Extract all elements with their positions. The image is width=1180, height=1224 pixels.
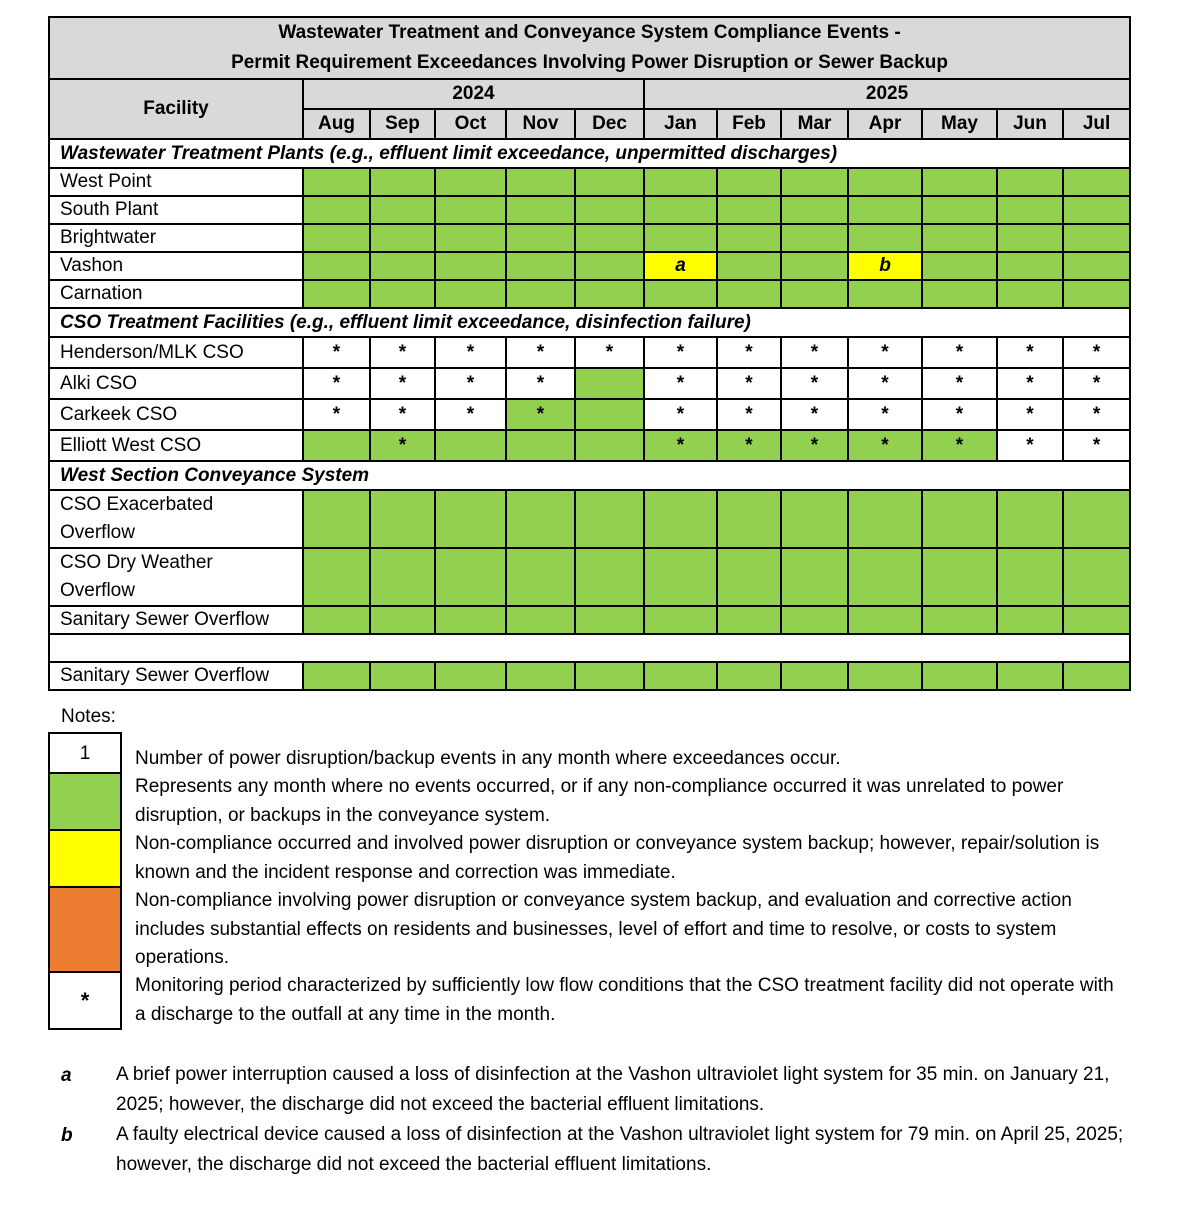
compliance-table-wrapper [48, 16, 1131, 691]
status-cell-nov [506, 224, 575, 252]
status-cell-nov: * [506, 337, 575, 368]
status-cell-may: * [922, 368, 997, 399]
status-cell-feb [717, 196, 781, 224]
status-cell-oct [435, 196, 506, 224]
status-cell-apr [848, 490, 922, 548]
legend-description: Number of power disruption/backup events in any month where exceedances occur. [135, 748, 841, 769]
status-cell-dec [575, 368, 644, 399]
status-cell-jul [1063, 606, 1130, 634]
legend-swatch [48, 886, 122, 973]
status-cell-mar [781, 168, 848, 196]
status-cell-oct [435, 280, 506, 308]
status-cell-feb [717, 280, 781, 308]
table-row [49, 606, 1130, 634]
facility-name: Sanitary Sewer Overflow [49, 662, 303, 690]
status-cell-feb [717, 224, 781, 252]
facility-name: Elliott West CSO [49, 430, 303, 461]
status-cell-feb [717, 606, 781, 634]
month-header-mar: Mar [781, 109, 848, 139]
status-cell-apr [848, 196, 922, 224]
status-cell-may: * [922, 337, 997, 368]
table-row [49, 548, 1130, 606]
month-header-oct: Oct [435, 109, 506, 139]
status-cell-sep: * [370, 430, 435, 461]
status-cell-may: * [922, 430, 997, 461]
table-row [49, 196, 1130, 224]
status-cell-may [922, 490, 997, 548]
status-cell-mar [781, 252, 848, 280]
status-cell-sep [370, 252, 435, 280]
facility-name: Vashon [49, 252, 303, 280]
legend-swatch: * [48, 971, 122, 1030]
month-header-dec: Dec [575, 109, 644, 139]
table-row [49, 337, 1130, 368]
status-cell-apr [848, 606, 922, 634]
status-cell-aug [303, 606, 370, 634]
status-cell-sep [370, 224, 435, 252]
status-cell-nov [506, 606, 575, 634]
facility-name: Sanitary Sewer Overflow [49, 606, 303, 634]
status-cell-may [922, 606, 997, 634]
status-cell-mar [781, 280, 848, 308]
status-cell-mar [781, 224, 848, 252]
status-cell-dec [575, 606, 644, 634]
table-row [49, 252, 1130, 280]
table-row [49, 490, 1130, 548]
facility-name: Brightwater [49, 224, 303, 252]
status-cell-nov [506, 280, 575, 308]
status-cell-nov: * [506, 368, 575, 399]
compliance-table [48, 16, 1131, 691]
footnote-text: A faulty electrical device caused a loss of disinfection at the Vashon ultraviolet light system for 79 min. on April 25, 2025; however, the discharge did not exceed the bacterial effluent limitations. [116, 1124, 1124, 1175]
status-cell-nov [506, 548, 575, 606]
section-header: Wastewater Treatment Plants (e.g., effluent limit exceedance, unpermitted discharges) [49, 139, 1130, 168]
status-cell-sep: * [370, 399, 435, 430]
facility-name: Carkeek CSO [49, 399, 303, 430]
status-cell-oct [435, 548, 506, 606]
status-cell-jul [1063, 548, 1130, 606]
table-title [49, 17, 1130, 79]
status-cell-sep [370, 662, 435, 690]
status-cell-mar: * [781, 368, 848, 399]
status-cell-jun [997, 490, 1063, 548]
status-cell-oct [435, 490, 506, 548]
status-cell-dec [575, 399, 644, 430]
table-row [49, 168, 1130, 196]
footnote-key: a [61, 1065, 72, 1086]
legend-swatch: 1 [48, 732, 122, 776]
status-cell-nov [506, 662, 575, 690]
status-cell-jul [1063, 196, 1130, 224]
status-cell-apr [848, 548, 922, 606]
status-cell-dec [575, 280, 644, 308]
status-cell-sep: * [370, 337, 435, 368]
status-cell-jul: * [1063, 368, 1130, 399]
status-cell-oct: * [435, 399, 506, 430]
status-cell-nov: * [506, 399, 575, 430]
status-cell-apr: * [848, 337, 922, 368]
status-cell-oct: * [435, 337, 506, 368]
month-header-may: May [922, 109, 997, 139]
status-cell-feb [717, 168, 781, 196]
title-line-2: Permit Requirement Exceedances Involving Power Disruption or Sewer Backup [231, 52, 948, 73]
status-cell-jul [1063, 224, 1130, 252]
month-header-nov: Nov [506, 109, 575, 139]
status-cell-dec [575, 548, 644, 606]
status-cell-mar [781, 196, 848, 224]
title-line-1: Wastewater Treatment and Conveyance System Compliance Events - [278, 22, 901, 43]
status-cell-jan [644, 196, 717, 224]
status-cell-feb [717, 252, 781, 280]
status-cell-feb: * [717, 430, 781, 461]
status-cell-aug: * [303, 399, 370, 430]
status-cell-may [922, 252, 997, 280]
status-cell-jul [1063, 280, 1130, 308]
table-row [49, 368, 1130, 399]
status-cell-jan [644, 168, 717, 196]
month-header-apr: Apr [848, 109, 922, 139]
status-cell-jul: * [1063, 337, 1130, 368]
status-cell-feb [717, 662, 781, 690]
status-cell-mar [781, 548, 848, 606]
status-cell-jan: a [644, 252, 717, 280]
status-cell-jan: * [644, 337, 717, 368]
facility-name: Alki CSO [49, 368, 303, 399]
legend-description: Non-compliance involving power disruption or conveyance system backup, and evaluation and corrective action includes substantial effects on residents and businesses, level of effort and time to resolve, or costs to system operations. [135, 890, 1072, 968]
facility-name: CSO Dry Weather Overflow [49, 548, 303, 606]
status-cell-may [922, 280, 997, 308]
status-cell-jun [997, 252, 1063, 280]
status-cell-aug: * [303, 337, 370, 368]
status-cell-jan [644, 224, 717, 252]
status-cell-aug [303, 548, 370, 606]
status-cell-apr: * [848, 368, 922, 399]
status-cell-dec [575, 662, 644, 690]
status-cell-may [922, 662, 997, 690]
facility-name: West Point [49, 168, 303, 196]
month-header-jan: Jan [644, 109, 717, 139]
status-cell-feb [717, 548, 781, 606]
legend-description: Monitoring period characterized by sufficiently low flow conditions that the CSO treatment facility did not operate with a discharge to the outfall at any time in the month. [135, 975, 1114, 1025]
status-cell-apr [848, 224, 922, 252]
month-header-aug: Aug [303, 109, 370, 139]
legend-description: Represents any month where no events occurred, or if any non-compliance occurred it was unrelated to power disruption, or backups in the conveyance system. [135, 776, 1064, 826]
footnote-key: b [61, 1125, 73, 1146]
status-cell-dec [575, 490, 644, 548]
status-cell-jun [997, 662, 1063, 690]
status-cell-jun [997, 548, 1063, 606]
status-cell-jun: * [997, 368, 1063, 399]
status-cell-aug [303, 196, 370, 224]
status-cell-feb: * [717, 368, 781, 399]
status-cell-may: * [922, 399, 997, 430]
facility-name: South Plant [49, 196, 303, 224]
status-cell-apr: * [848, 430, 922, 461]
table-row [49, 280, 1130, 308]
status-cell-jan: * [644, 368, 717, 399]
table-row [49, 399, 1130, 430]
status-cell-dec [575, 224, 644, 252]
status-cell-mar: * [781, 337, 848, 368]
status-cell-jul [1063, 662, 1130, 690]
month-header-jul: Jul [1063, 109, 1130, 139]
status-cell-oct [435, 168, 506, 196]
status-cell-jun [997, 606, 1063, 634]
status-cell-jun [997, 280, 1063, 308]
status-cell-apr: b [848, 252, 922, 280]
section-header: CSO Treatment Facilities (e.g., effluent limit exceedance, disinfection failure) [49, 308, 1130, 337]
status-cell-jan [644, 548, 717, 606]
status-cell-aug [303, 224, 370, 252]
status-cell-nov [506, 430, 575, 461]
month-header-jun: Jun [997, 109, 1063, 139]
status-cell-sep [370, 280, 435, 308]
status-cell-apr [848, 280, 922, 308]
year-2024-header: 2024 [303, 79, 644, 109]
status-cell-may [922, 168, 997, 196]
status-cell-sep [370, 548, 435, 606]
status-cell-mar: * [781, 430, 848, 461]
status-cell-oct [435, 430, 506, 461]
month-header-sep: Sep [370, 109, 435, 139]
status-cell-jan [644, 490, 717, 548]
status-cell-aug [303, 280, 370, 308]
month-header-feb: Feb [717, 109, 781, 139]
status-cell-oct: * [435, 368, 506, 399]
status-cell-may [922, 548, 997, 606]
status-cell-mar [781, 662, 848, 690]
legend-description: Non-compliance occurred and involved power disruption or conveyance system backup; however, repair/solution is known and the incident response and correction was immediate. [135, 833, 1100, 883]
status-cell-oct [435, 606, 506, 634]
status-cell-jan: * [644, 399, 717, 430]
status-cell-nov [506, 168, 575, 196]
status-cell-sep [370, 168, 435, 196]
table-row [49, 430, 1130, 461]
status-cell-aug [303, 490, 370, 548]
legend-swatch [48, 772, 122, 831]
status-cell-aug [303, 430, 370, 461]
status-cell-dec [575, 430, 644, 461]
status-cell-may [922, 196, 997, 224]
status-cell-sep [370, 196, 435, 224]
status-cell-aug [303, 662, 370, 690]
status-cell-may [922, 224, 997, 252]
year-2025-header: 2025 [644, 79, 1130, 109]
status-cell-feb [717, 490, 781, 548]
facility-name: Henderson/MLK CSO [49, 337, 303, 368]
status-cell-aug [303, 168, 370, 196]
status-cell-sep [370, 606, 435, 634]
status-cell-dec [575, 168, 644, 196]
status-cell-mar: * [781, 399, 848, 430]
status-cell-jul: * [1063, 399, 1130, 430]
status-cell-dec [575, 252, 644, 280]
legend-swatch [48, 829, 122, 888]
status-cell-jul: * [1063, 430, 1130, 461]
footnote-text: A brief power interruption caused a loss of disinfection at the Vashon ultraviolet light system for 35 min. on January 21, 2025; however, the discharge did not exceed the bacterial effluent limitations. [116, 1064, 1110, 1115]
status-cell-nov [506, 252, 575, 280]
status-cell-aug: * [303, 368, 370, 399]
facility-name: CSO Exacerbated Overflow [49, 490, 303, 548]
status-cell-jul [1063, 168, 1130, 196]
facility-header: Facility [49, 79, 303, 139]
table-row [49, 662, 1130, 690]
status-cell-jun [997, 196, 1063, 224]
status-cell-mar [781, 606, 848, 634]
status-cell-jun: * [997, 399, 1063, 430]
status-cell-feb: * [717, 337, 781, 368]
status-cell-jul [1063, 252, 1130, 280]
status-cell-nov [506, 490, 575, 548]
status-cell-sep [370, 490, 435, 548]
section-header: West Section Conveyance System [49, 461, 1130, 490]
status-cell-jun [997, 224, 1063, 252]
status-cell-apr [848, 168, 922, 196]
status-cell-jan: * [644, 430, 717, 461]
status-cell-nov [506, 196, 575, 224]
status-cell-jul [1063, 490, 1130, 548]
status-cell-apr: * [848, 399, 922, 430]
status-cell-oct [435, 224, 506, 252]
status-cell-jun: * [997, 430, 1063, 461]
status-cell-oct [435, 662, 506, 690]
status-cell-mar [781, 490, 848, 548]
status-cell-oct [435, 252, 506, 280]
table-row [49, 224, 1130, 252]
status-cell-jan [644, 606, 717, 634]
status-cell-apr [848, 662, 922, 690]
status-cell-dec [575, 196, 644, 224]
facility-name: Carnation [49, 280, 303, 308]
notes-label: Notes: [61, 706, 116, 727]
status-cell-jun: * [997, 337, 1063, 368]
status-cell-jan [644, 280, 717, 308]
status-cell-dec: * [575, 337, 644, 368]
status-cell-jan [644, 662, 717, 690]
status-cell-feb: * [717, 399, 781, 430]
status-cell-sep: * [370, 368, 435, 399]
blank-row [49, 634, 1130, 662]
status-cell-jun [997, 168, 1063, 196]
status-cell-aug [303, 252, 370, 280]
